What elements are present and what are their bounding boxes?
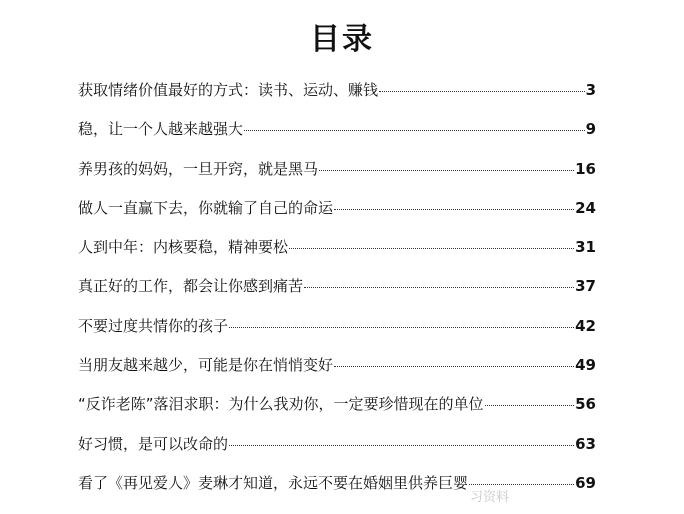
- toc-entry-title: 好习惯，是可以改命的: [78, 434, 229, 453]
- toc-entry-page-number: 69: [575, 473, 596, 492]
- toc-entry[interactable]: [78, 473, 596, 512]
- watermark-text: 习资料: [470, 490, 510, 505]
- toc-entry-page-number: 24: [575, 198, 596, 217]
- toc-entry-title: 真正好的工作，都会让你感到痛苦: [78, 277, 304, 296]
- dot-leader: [229, 327, 574, 328]
- dot-leader: [334, 366, 574, 367]
- dot-leader: [304, 287, 574, 288]
- toc-entry-page-number: 31: [575, 238, 596, 257]
- toc-entry[interactable]: [78, 198, 596, 237]
- toc-heading: 目录: [310, 22, 374, 57]
- dot-leader: [229, 445, 574, 446]
- toc-entry-page-number: 9: [585, 120, 596, 139]
- toc-entry[interactable]: [78, 276, 596, 315]
- toc-entry[interactable]: [78, 237, 596, 276]
- dot-leader: [334, 209, 574, 210]
- toc-entry-page-number: 37: [575, 277, 596, 296]
- toc-entry[interactable]: [78, 159, 596, 198]
- toc-entry-page-number: 3: [585, 81, 596, 99]
- toc-entry[interactable]: [78, 394, 596, 433]
- toc-entry-title: 不要过度共情你的孩子: [78, 316, 229, 335]
- toc-entry-title: 稳，让一个人越来越强大: [78, 120, 244, 139]
- toc-list: [78, 80, 596, 512]
- toc-entry-title: 做人一直赢下去，你就输了自己的命运: [78, 198, 334, 217]
- toc-entry-page-number: 49: [575, 356, 596, 375]
- toc-entry-page-number: 56: [575, 395, 596, 414]
- toc-entry[interactable]: [78, 119, 596, 158]
- dot-leader: [379, 91, 585, 92]
- dot-leader: [289, 248, 574, 249]
- toc-entry-title: 看了《再见爱人》麦琳才知道，永远不要在婚姻里供养巨婴: [78, 473, 469, 492]
- dot-leader: [319, 170, 574, 171]
- toc-entry[interactable]: [78, 434, 596, 473]
- toc-entry-title: 当朋友越来越少，可能是你在悄悄变好: [78, 356, 334, 375]
- dot-leader: [485, 405, 575, 406]
- toc-entry-title: “反诈老陈”落泪求职：为什么我劝你，一定要珍惜现在的单位: [78, 395, 484, 414]
- toc-entry[interactable]: [78, 355, 596, 394]
- toc-entry-title: 获取情绪价值最好的方式：读书、运动、赚钱: [78, 81, 379, 99]
- toc-entry[interactable]: [78, 316, 596, 355]
- toc-entry-page-number: 42: [575, 316, 596, 335]
- toc-entry-page-number: 16: [575, 159, 596, 178]
- toc-entry[interactable]: [78, 80, 596, 119]
- dot-leader: [244, 130, 585, 131]
- dot-leader: [469, 484, 574, 485]
- toc-entry-title: 养男孩的妈妈，一旦开窍，就是黑马: [78, 159, 319, 178]
- toc-entry-page-number: 63: [575, 434, 596, 453]
- toc-entry-title: 人到中年：内核要稳，精神要松: [78, 238, 289, 257]
